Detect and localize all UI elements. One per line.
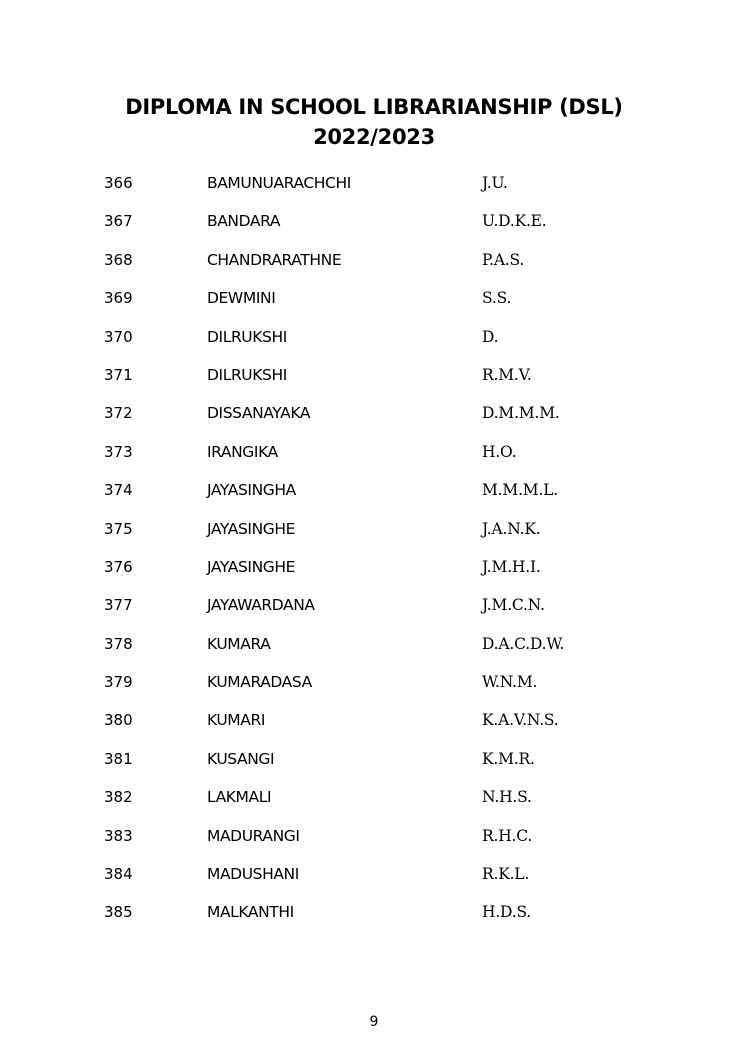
list-item bbox=[0, 322, 748, 360]
entry-initials: H.O. bbox=[482, 442, 517, 461]
list-item bbox=[0, 590, 748, 628]
entry-number: 382 bbox=[104, 788, 133, 807]
entry-number: 378 bbox=[104, 634, 133, 653]
entry-initials: R.H.C. bbox=[482, 826, 533, 845]
entry-number: 384 bbox=[104, 865, 133, 884]
entry-initials: D.M.M.M. bbox=[482, 404, 560, 423]
entry-number: 379 bbox=[104, 673, 133, 692]
list-item bbox=[0, 168, 748, 206]
entry-surname: BAMUNUARACHCHI bbox=[207, 174, 351, 192]
entry-initials: J.U. bbox=[482, 174, 508, 192]
entry-surname: JAYAWARDANA bbox=[207, 596, 315, 615]
entry-surname: LAKMALI bbox=[207, 788, 272, 807]
list-item bbox=[0, 283, 748, 321]
list-item bbox=[0, 782, 748, 820]
entry-number: 366 bbox=[104, 174, 133, 192]
entry-number: 368 bbox=[104, 250, 133, 269]
entry-surname: KUMARADASA bbox=[207, 673, 312, 692]
entry-initials: N.H.S. bbox=[482, 788, 532, 807]
entry-initials: U.D.K.E. bbox=[482, 212, 547, 231]
entry-surname: DEWMINI bbox=[207, 289, 276, 308]
entry-initials: K.A.V.N.S. bbox=[482, 711, 559, 730]
entry-number: 380 bbox=[104, 711, 133, 730]
list-item bbox=[0, 705, 748, 743]
entry-number: 375 bbox=[104, 519, 133, 538]
entry-initials: J.A.N.K. bbox=[482, 519, 541, 538]
list-item bbox=[0, 629, 748, 667]
title-line-program: DIPLOMA IN SCHOOL LIBRARIANSHIP (DSL) bbox=[125, 95, 623, 119]
list-item bbox=[0, 398, 748, 436]
entry-number: 371 bbox=[104, 365, 133, 384]
entry-surname: MALKANTHI bbox=[207, 903, 294, 922]
entry-surname: KUMARA bbox=[207, 634, 271, 653]
entry-initials: K.M.R. bbox=[482, 749, 535, 768]
entry-number: 376 bbox=[104, 557, 133, 576]
entry-surname: CHANDRARATHNE bbox=[207, 250, 342, 269]
list-item bbox=[0, 245, 748, 283]
entry-initials: R.K.L. bbox=[482, 865, 530, 884]
list-item bbox=[0, 206, 748, 244]
entry-initials: R.M.V. bbox=[482, 365, 532, 384]
entry-number: 381 bbox=[104, 749, 133, 768]
list-item bbox=[0, 821, 748, 859]
entry-initials: W.N.M. bbox=[482, 673, 538, 692]
entry-number: 369 bbox=[104, 289, 133, 308]
entry-initials: J.M.H.I. bbox=[482, 557, 541, 576]
entry-number: 385 bbox=[104, 903, 133, 922]
title-line-year: 2022/2023 bbox=[313, 125, 435, 149]
entry-initials: H.D.S. bbox=[482, 903, 532, 922]
list-item bbox=[0, 360, 748, 398]
page-number: 9 bbox=[369, 1014, 379, 1030]
entry-surname: MADURANGI bbox=[207, 826, 300, 845]
entry-surname: DISSANAYAKA bbox=[207, 404, 311, 423]
entry-initials: P.A.S. bbox=[482, 250, 525, 269]
list-item bbox=[0, 552, 748, 590]
entry-surname: JAYASINGHE bbox=[207, 519, 296, 538]
entry-surname: DILRUKSHI bbox=[207, 365, 287, 384]
entry-surname: MADUSHANI bbox=[207, 865, 299, 884]
list-item bbox=[0, 667, 748, 705]
entry-surname: KUSANGI bbox=[207, 749, 275, 768]
entry-surname: KUMARI bbox=[207, 711, 266, 730]
list-item bbox=[0, 437, 748, 475]
list-item bbox=[0, 859, 748, 897]
list-item bbox=[0, 514, 748, 552]
entry-surname: JAYASINGHA bbox=[207, 481, 296, 500]
entry-number: 367 bbox=[104, 212, 133, 231]
entry-number: 373 bbox=[104, 442, 133, 461]
entry-initials: J.M.C.N. bbox=[482, 596, 545, 615]
list-item bbox=[0, 744, 748, 782]
entry-number: 383 bbox=[104, 826, 133, 845]
entry-surname: JAYASINGHE bbox=[207, 557, 296, 576]
entry-number: 372 bbox=[104, 404, 133, 423]
entry-initials: M.M.M.L. bbox=[482, 481, 559, 500]
entry-number: 370 bbox=[104, 327, 133, 346]
entry-initials: D.A.C.D.W. bbox=[482, 634, 565, 653]
entry-surname: BANDARA bbox=[207, 212, 281, 231]
list-item bbox=[0, 475, 748, 513]
entry-number: 377 bbox=[104, 596, 133, 615]
entry-initials: S.S. bbox=[482, 289, 512, 308]
entry-number: 374 bbox=[104, 481, 133, 500]
document-title bbox=[0, 92, 748, 152]
entry-surname: DILRUKSHI bbox=[207, 327, 287, 346]
entry-surname: IRANGIKA bbox=[207, 442, 278, 461]
student-list bbox=[0, 168, 748, 936]
entry-initials: D. bbox=[482, 327, 499, 346]
list-item bbox=[0, 897, 748, 935]
